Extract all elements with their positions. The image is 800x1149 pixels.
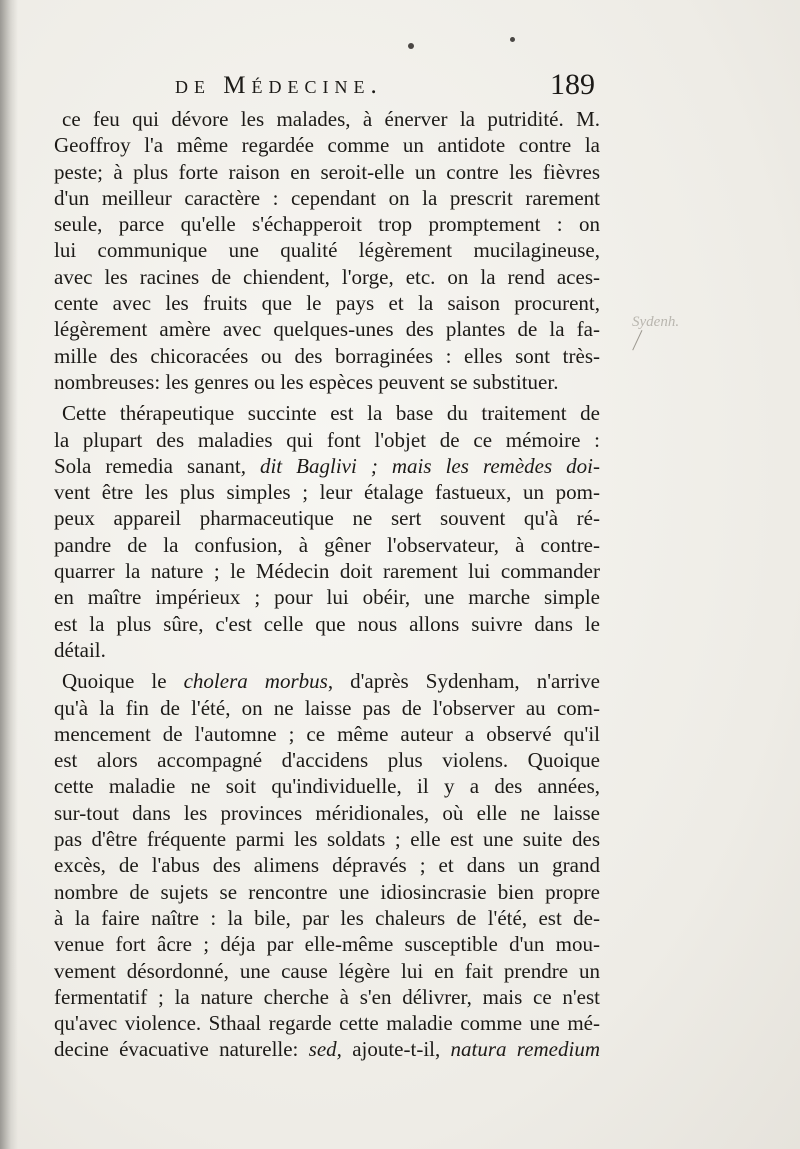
text-segment: ajoute-t-il,	[341, 1037, 451, 1062]
text-line	[54, 668, 600, 694]
italic-phrase: , dit Baglivi ; mais les remèdes doi-	[240, 453, 600, 478]
text-line: qu'à la fin de l'été, on ne laisse pas de l'observer au com-	[54, 695, 600, 720]
text-line: ce feu qui dévore les malades, à énerver la putridité. M.	[62, 107, 600, 131]
text-line: nombre de sujets se rencontre une idiosincrasie bien propre	[54, 879, 600, 904]
italic-phrase: sed,	[308, 1037, 342, 1062]
text-line: Geoffroy l'a même regardée comme un antidote contre la	[54, 133, 600, 158]
running-head-title: de Médecine.	[175, 72, 383, 99]
text-line: détail.	[54, 637, 106, 662]
text-segment: , d'après Sydenham, n'arrive	[327, 669, 600, 694]
margin-pencil-mark	[632, 330, 659, 358]
italic-phrase: cholera morbus	[183, 669, 328, 694]
text-line: la plupart des maladies qui font l'objet de ce mémoire :	[54, 427, 600, 452]
text-line: nombreuses: les genres ou les espèces peuvent se substituer.	[54, 369, 559, 394]
text-line: venue fort âcre ; déja par elle-même susceptible d'un mou-	[54, 932, 600, 957]
text-line: mencement de l'automne ; ce même auteur a observé qu'il	[54, 721, 600, 746]
ink-spot	[408, 43, 414, 49]
ink-spot	[510, 37, 515, 42]
text-line: est alors accompagné d'accidens plus violens. Quoique	[54, 748, 600, 773]
text-line: vement désordonné, une cause légère lui en fait prendre un	[54, 958, 600, 983]
text-line: fermentatif ; la nature cherche à s'en délivrer, mais ce n'est	[54, 984, 600, 1009]
text-line: pas d'être fréquente parmi les soldats ; elle est une suite des	[54, 827, 600, 852]
body-text	[54, 106, 600, 1063]
text-line: Cette thérapeutique succinte est la base du traitement de	[62, 401, 600, 426]
text-line: qu'avec violence. Sthaal regarde cette maladie comme une mé-	[54, 1011, 600, 1036]
text-line: légèrement amère avec quelques-unes des plantes de la fa-	[54, 317, 600, 342]
text-line: en maître impérieux ; pour lui obéir, une marche simple	[54, 585, 600, 610]
text-line: lui communique une qualité légèrement mucilagineuse,	[54, 238, 600, 263]
text-line: est la plus sûre, c'est celle que nous allons suivre dans le	[54, 611, 600, 636]
text-line: peste; à plus forte raison en seroit-elle un contre les fièvres	[54, 159, 600, 184]
spine-shadow	[0, 0, 18, 1149]
text-line: cette maladie ne soit qu'individuelle, il y a des années,	[54, 774, 600, 799]
text-line: pandre de la confusion, à gêner l'observateur, à contre-	[54, 532, 600, 557]
text-line: cente avec les fruits que le pays et la saison procurent,	[54, 291, 600, 316]
text-line	[54, 1036, 600, 1062]
text-line: avec les racines de chiendent, l'orge, etc. on la rend aces-	[54, 264, 600, 289]
page-number: 189	[550, 68, 595, 101]
text-segment: Sola remedia sanant	[54, 453, 241, 478]
text-line: vent être les plus simples ; leur étalage fastueux, un pom-	[54, 480, 600, 505]
text-line: peux appareil pharmaceutique ne sert souvent qu'à ré-	[54, 506, 600, 531]
text-line: quarrer la nature ; le Médecin doit rarement lui commander	[54, 559, 600, 584]
margin-note: Sydenh.	[632, 314, 680, 330]
text-line	[54, 453, 600, 479]
text-line: à la faire naître : la bile, par les chaleurs de l'été, est de-	[54, 905, 600, 930]
italic-phrase: natura remedium	[450, 1037, 600, 1062]
text-line: excès, de l'abus des alimens dépravés ; et dans un grand	[54, 853, 600, 878]
text-line: d'un meilleur caractère : cependant on la prescrit rarement	[54, 185, 600, 210]
running-head	[175, 68, 595, 108]
text-segment: decine évacuative naturelle:	[54, 1037, 309, 1062]
text-line: mille des chicoracées ou des borraginées : elles sont très-	[54, 343, 600, 368]
text-line: seule, parce qu'elle s'échapperoit trop promptement : on	[54, 212, 600, 237]
text-segment: Quoique le	[62, 669, 184, 694]
text-line: sur-tout dans les provinces méridionales, où elle ne laisse	[54, 800, 600, 825]
